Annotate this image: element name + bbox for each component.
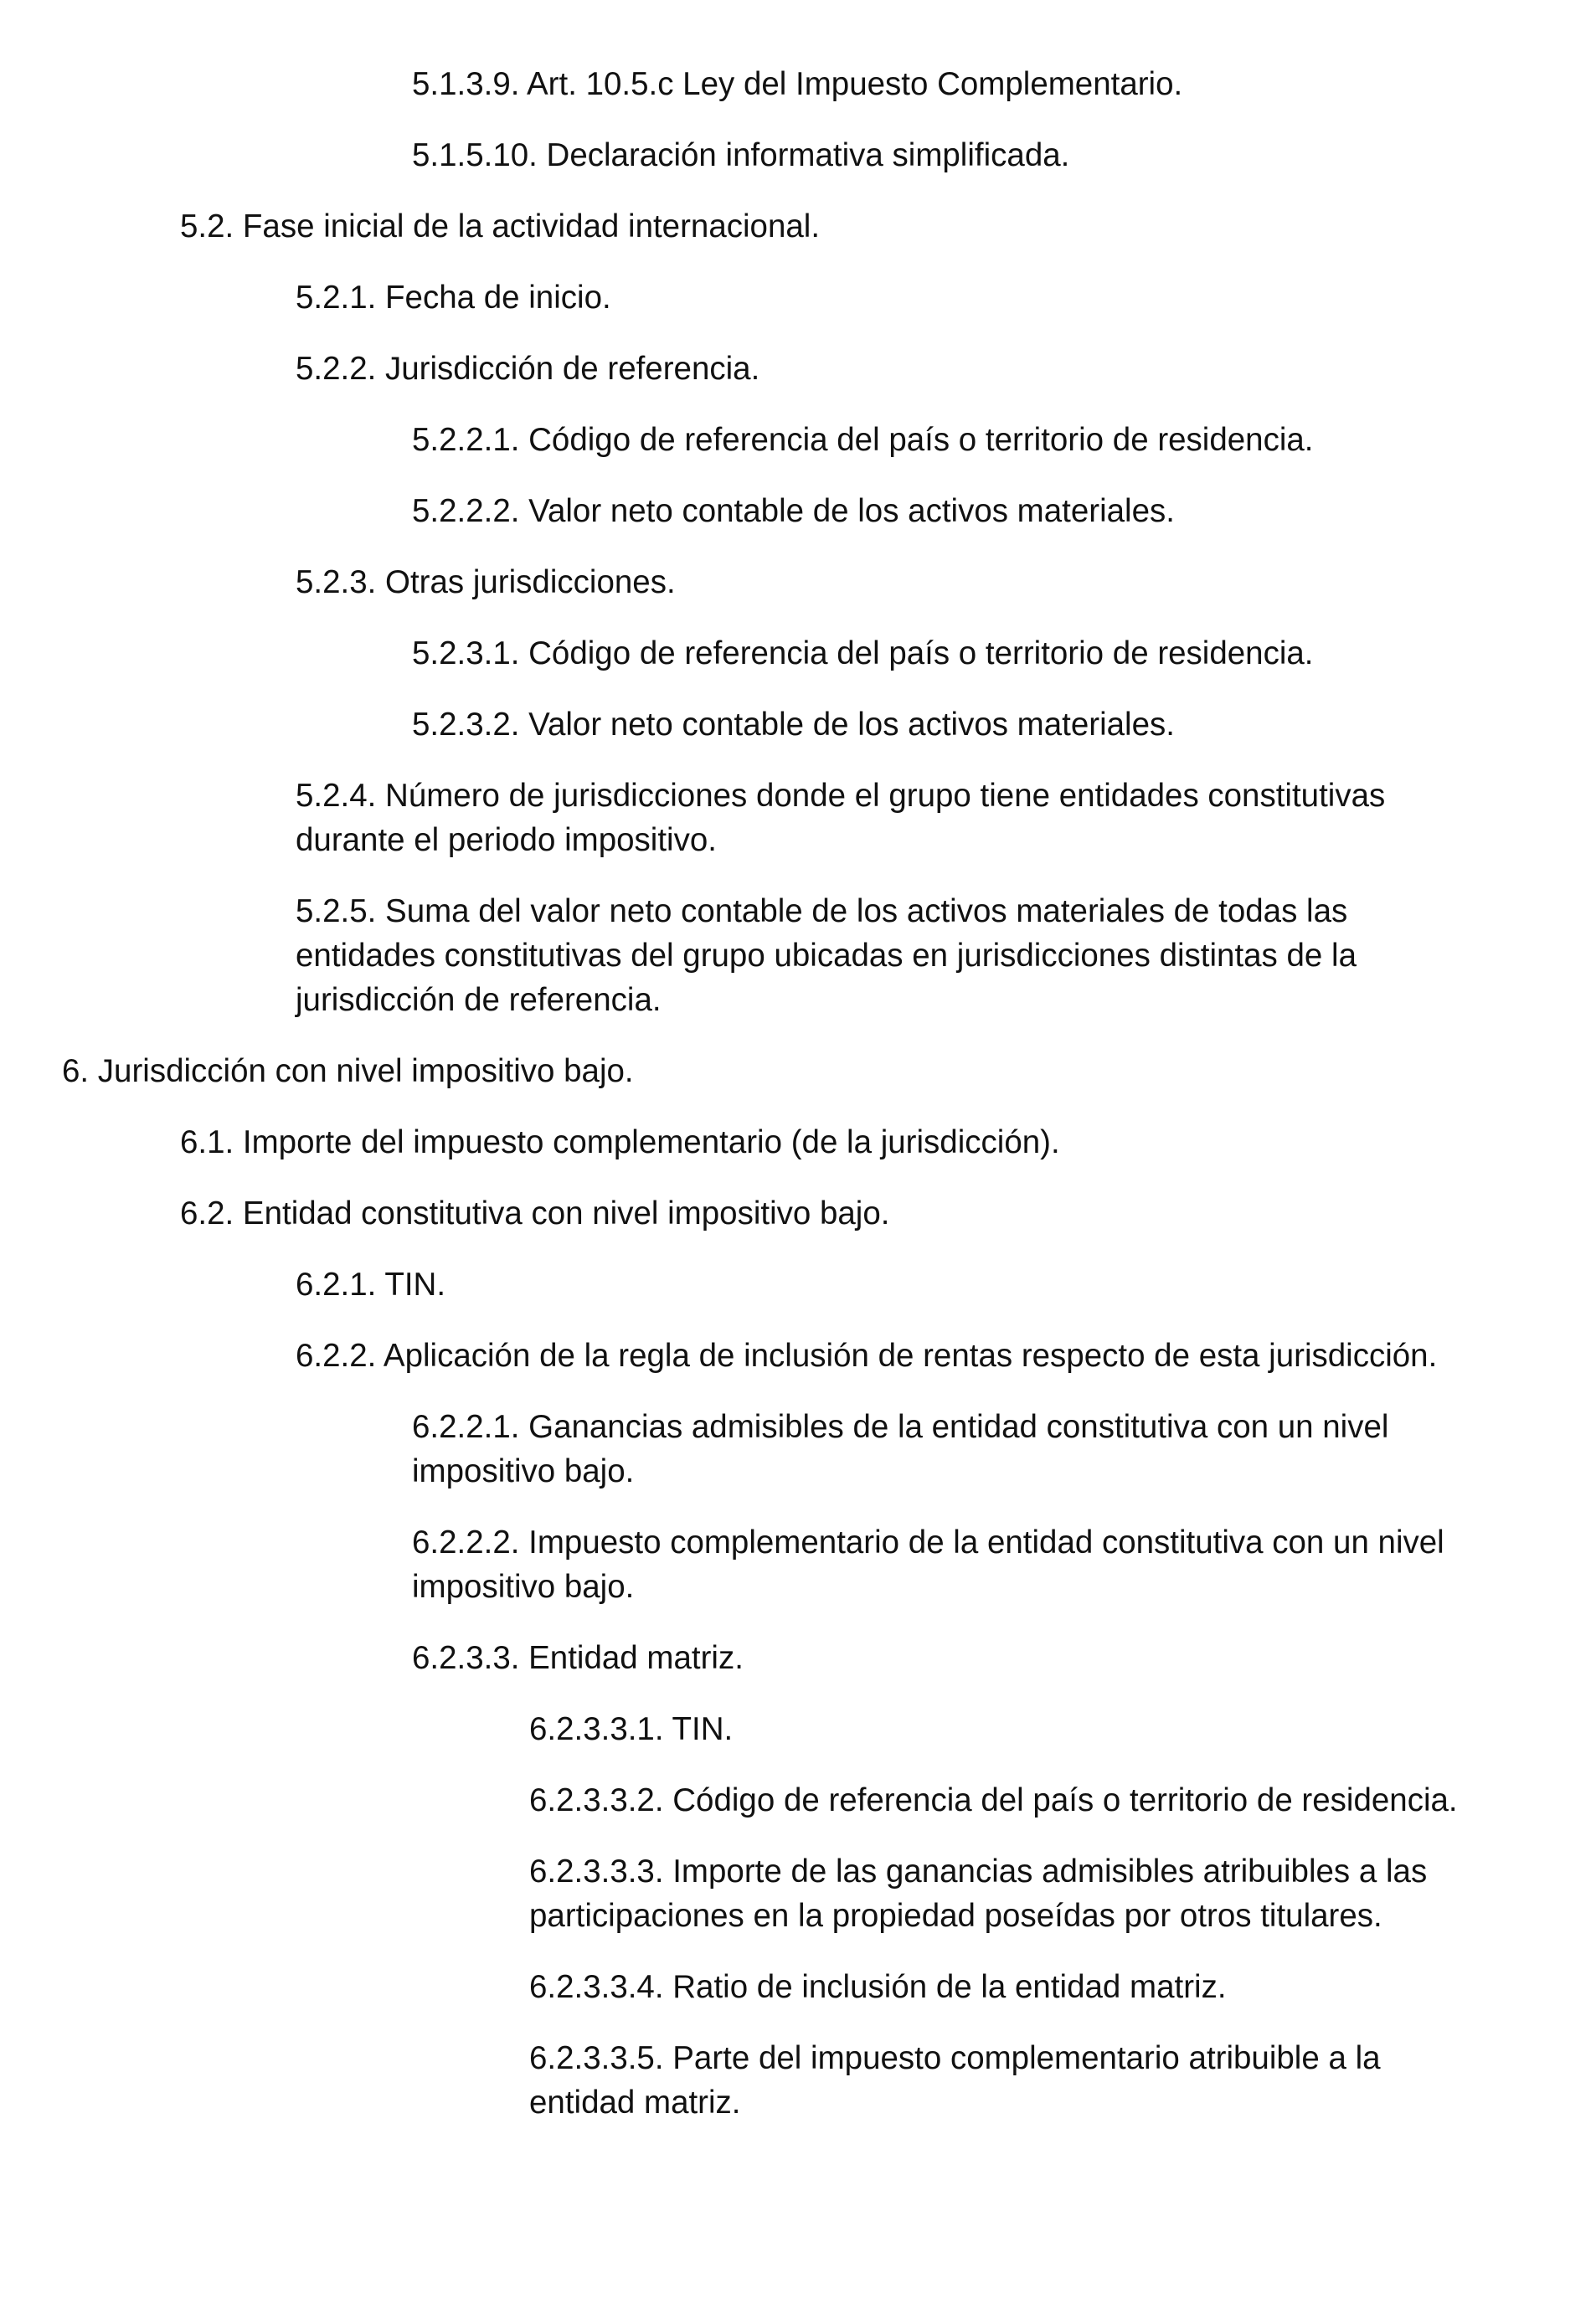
outline-item-level-1: 5.2. Fase inicial de la actividad internacional. (180, 208, 821, 244)
outline-item-level-3: 5.1.5.10. Declaración informativa simplificada. (412, 137, 1070, 173)
outline-item-level-1: 6.2. Entidad constitutiva con nivel impositivo bajo. (180, 1195, 890, 1231)
document-outline (0, 62, 1596, 2152)
outline-item-level-2: 5.2.5. Suma del valor neto contable de los activos materiales de todas las entidades constitutivas del grupo ubicadas en jurisdicciones distintas de la jurisdicción de referencia. (296, 893, 1357, 1018)
outline-item-level-3: 5.2.3.1. Código de referencia del país o territorio de residencia. (412, 635, 1314, 671)
outline-item-level-4: 6.2.3.3.4. Ratio de inclusión de la entidad matriz. (529, 1969, 1227, 2005)
outline-item-level-4: 6.2.3.3.5. Parte del impuesto complementario atribuible a la entidad matriz. (529, 2040, 1381, 2121)
outline-item-level-3: 5.1.3.9. Art. 10.5.c Ley del Impuesto Complementario. (412, 66, 1183, 102)
outline-item-level-2: 6.2.1. TIN. (296, 1267, 446, 1303)
outline-item-level-2: 5.2.1. Fecha de inicio. (296, 280, 611, 316)
outline-item-level-4: 6.2.3.3.1. TIN. (529, 1711, 734, 1747)
outline-item-level-1: 6.1. Importe del impuesto complementario (de la jurisdicción). (180, 1124, 1060, 1160)
outline-item-level-0: 6. Jurisdicción con nivel impositivo bajo. (62, 1053, 634, 1089)
outline-item-level-3: 5.2.3.2. Valor neto contable de los activos materiales. (412, 707, 1175, 743)
outline-item-level-3: 5.2.2.1. Código de referencia del país o territorio de residencia. (412, 422, 1314, 458)
outline-item-level-2: 5.2.2. Jurisdicción de referencia. (296, 351, 760, 387)
outline-item-level-3: 6.2.3.3. Entidad matriz. (412, 1640, 744, 1676)
outline-item-level-3: 6.2.2.1. Ganancias admisibles de la entidad constitutiva con un nivel impositivo bajo. (412, 1409, 1389, 1489)
outline-item-level-2: 5.2.3. Otras jurisdicciones. (296, 564, 676, 600)
outline-item-level-4: 6.2.3.3.3. Importe de las ganancias admisibles atribuibles a las participaciones en la propiedad poseídas por otros titulares. (529, 1854, 1428, 1934)
outline-item-level-3: 5.2.2.2. Valor neto contable de los activos materiales. (412, 493, 1175, 529)
outline-item-level-4: 6.2.3.3.2. Código de referencia del país o territorio de residencia. (529, 1782, 1458, 1818)
outline-item-level-2: 6.2.2. Aplicación de la regla de inclusión de rentas respecto de esta jurisdicción. (296, 1338, 1438, 1374)
outline-item-level-3: 6.2.2.2. Impuesto complementario de la entidad constitutiva con un nivel impositivo bajo. (412, 1524, 1444, 1605)
outline-item-level-2: 5.2.4. Número de jurisdicciones donde el grupo tiene entidades constitutivas durante el periodo impositivo. (296, 778, 1386, 858)
